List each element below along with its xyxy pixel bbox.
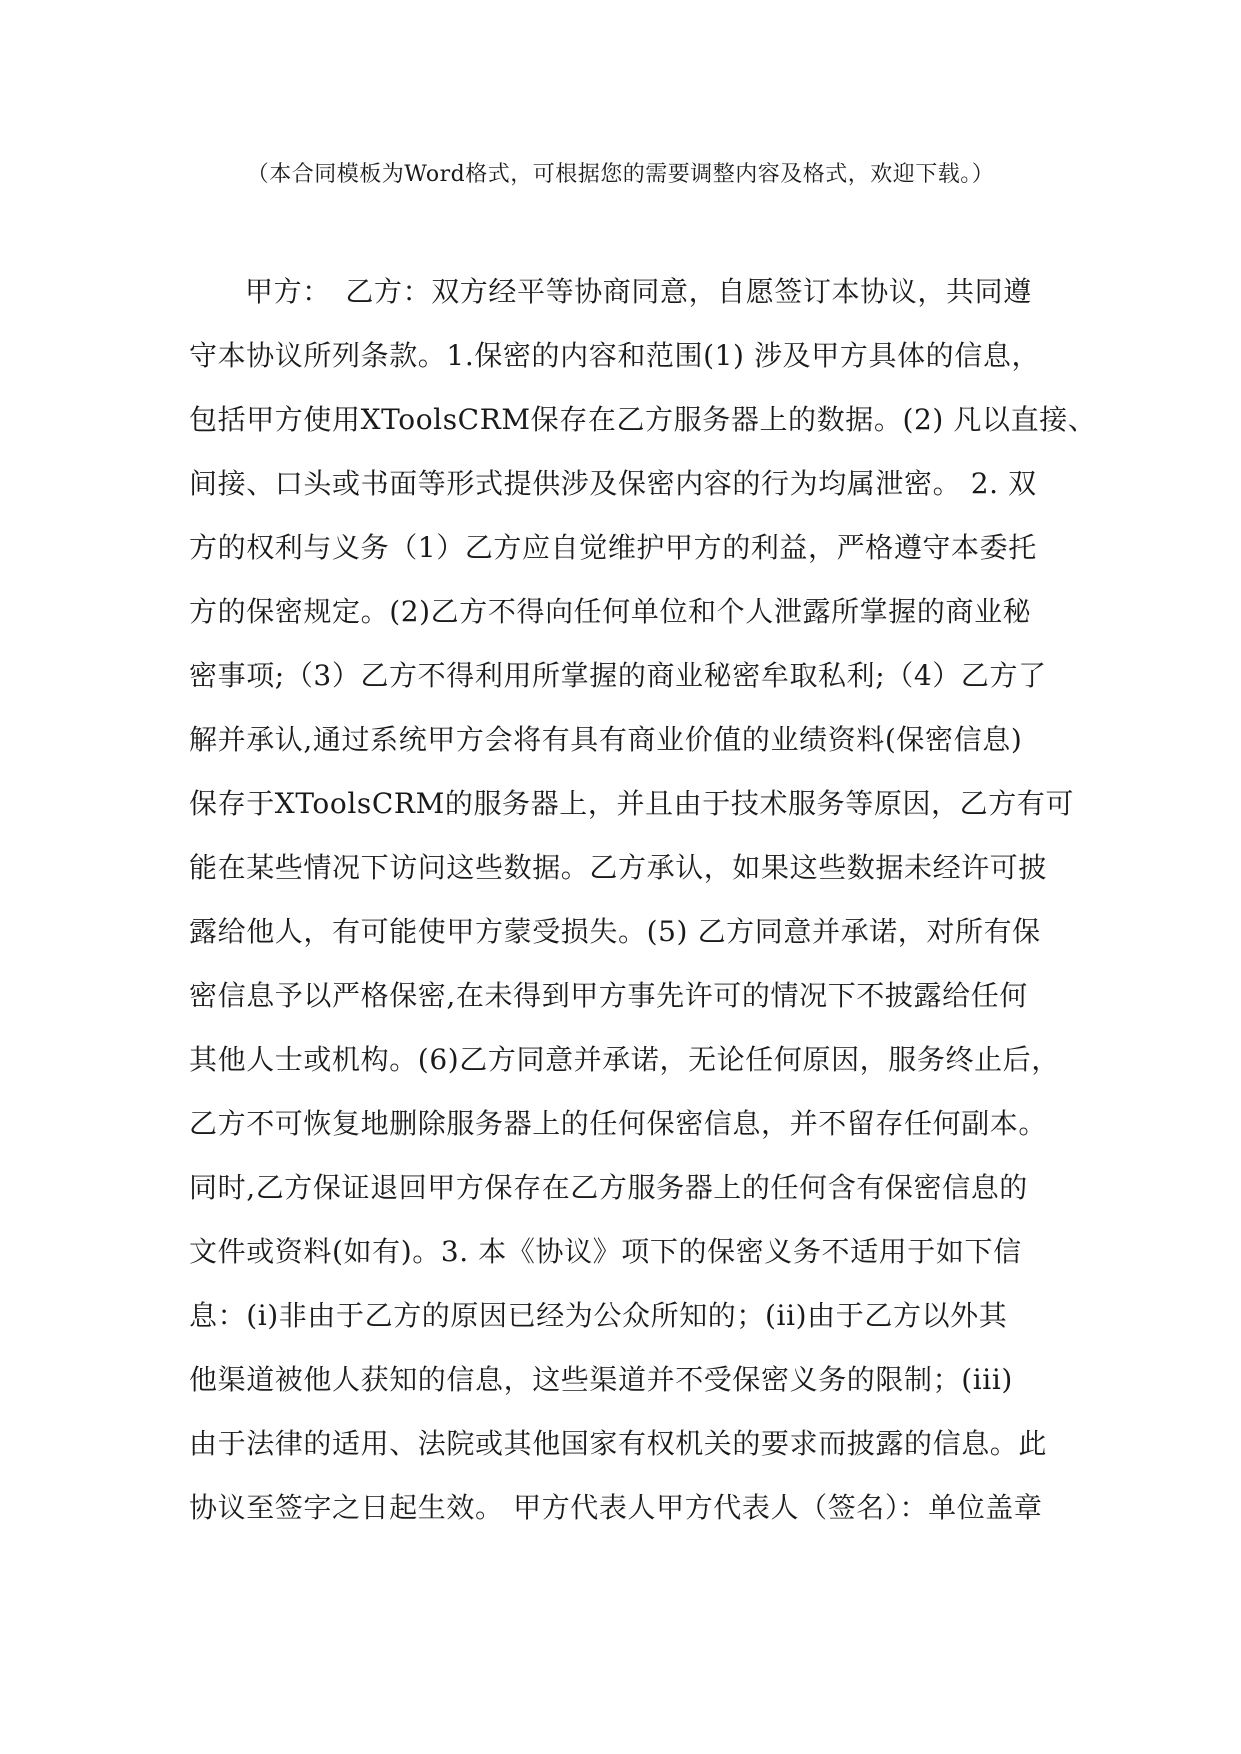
body-line-6: 方的保密规定。(2)乙方不得向任何单位和个人泄露所掌握的商业秘 xyxy=(189,595,1032,628)
body-line-7: 密事项;（3）乙方不得利用所掌握的商业秘密牟取私利;（4）乙方了 xyxy=(189,659,1047,692)
body-line-14: 乙方不可恢复地删除服务器上的任何保密信息，并不留存任何副本。 xyxy=(189,1107,1048,1140)
body-line-10: 能在某些情况下访问这些数据。乙方承认，如果这些数据未经许可披 xyxy=(189,851,1048,884)
body-line-5: 方的权利与义务（1）乙方应自觉维护甲方的利益，严格遵守本委托 xyxy=(189,531,1037,564)
agreement-body xyxy=(189,260,1097,1540)
body-line-13: 其他人士或机构。(6)乙方同意并承诺，无论任何原因，服务终止后， xyxy=(189,1043,1060,1076)
body-line-8: 解并承认,通过系统甲方会将有具有商业价值的业绩资料(保密信息) xyxy=(189,723,1023,756)
body-line-17: 息：(i)非由于乙方的原因已经为公众所知的；(ii)由于乙方以外其 xyxy=(189,1299,1008,1332)
body-line-4: 间接、口头或书面等形式提供涉及保密内容的行为均属泄密。 2. 双 xyxy=(189,467,1037,500)
body-line-15: 同时,乙方保证退回甲方保存在乙方服务器上的任何含有保密信息的 xyxy=(189,1171,1028,1204)
body-line-19: 由于法律的适用、法院或其他国家有权机关的要求而披露的信息。此 xyxy=(189,1427,1048,1460)
body-line-11: 露给他人，有可能使甲方蒙受损失。(5) 乙方同意并承诺，对所有保 xyxy=(189,915,1041,948)
body-line-3: 包括甲方使用XToolsCRM保存在乙方服务器上的数据。(2) 凡以直接、 xyxy=(189,403,1097,436)
body-line-16: 文件或资料(如有)。3. 本《协议》项下的保密义务不适用于如下信 xyxy=(189,1235,1022,1268)
body-line-18: 他渠道被他人获知的信息，这些渠道并不受保密义务的限制；(iii) xyxy=(189,1363,1013,1396)
body-line-12: 密信息予以严格保密,在未得到甲方事先许可的情况下不披露给任何 xyxy=(189,979,1028,1012)
body-line-20: 协议至签字之日起生效。 甲方代表人甲方代表人（签名）：单位盖章 xyxy=(189,1491,1043,1524)
body-line-9: 保存于XToolsCRM的服务器上，并且由于技术服务等原因，乙方有可 xyxy=(189,787,1075,820)
body-line-2: 守本协议所列条款。1.保密的内容和范围(1) 涉及甲方具体的信息， xyxy=(189,339,1041,372)
template-note: （本合同模板为Word格式，可根据您的需要调整内容及格式，欢迎下载。） xyxy=(246,162,995,187)
body-line-1: 甲方： 乙方：双方经平等协商同意，自愿签订本协议，共同遵 xyxy=(245,275,1032,308)
